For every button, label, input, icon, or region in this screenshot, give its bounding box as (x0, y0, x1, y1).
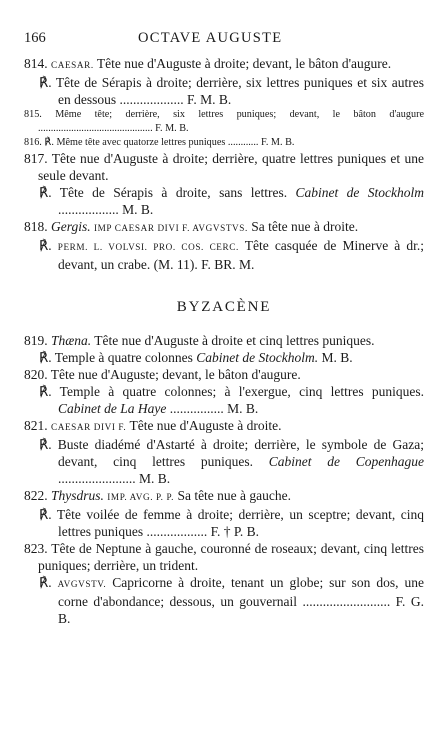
entry-number: 819. (24, 333, 48, 348)
cabinet-ref: Cabinet de La Haye (58, 401, 167, 416)
collection-ref: M. B. (139, 471, 171, 486)
collection-ref: M. B. (321, 350, 353, 365)
collection-ref: F. G. B. (58, 594, 424, 626)
legend: CAESAR. (51, 60, 94, 70)
entry-text: Tête voilée de femme à droite; derrière, un sceptre; devant, cinq lettres puniques (56, 507, 424, 539)
city-name: Thæna. (51, 333, 92, 348)
dot-leader: .......................... (302, 594, 391, 609)
dot-leader: ................ (169, 401, 224, 416)
entry-text: Tête nue d'Auguste à droite; derrière, quatre lettres puniques et une seule devant. (38, 151, 424, 183)
collection-ref: M. B. (122, 202, 154, 217)
entry-text: Temple à quatre colonnes; à l'exergue, cinq lettres puniques. (59, 384, 424, 399)
page-header (24, 30, 426, 50)
entry-822-reverse (24, 506, 424, 540)
collection-ref: M. B. (227, 401, 259, 416)
reverse-mark: ℟. (39, 437, 52, 452)
entry-number: 821. (24, 418, 48, 433)
entry-814 (24, 55, 424, 74)
section-title: BYZACÈNE (176, 299, 272, 315)
dot-leader: .................. (58, 202, 119, 217)
entry-text: Tête nue d'Auguste; devant, le bâton d'augure. (50, 367, 301, 382)
entry-820 (24, 366, 424, 383)
entry-text: Capricorne à droite, tenant un globe; sur son dos, une corne d'abondance; dessous, un gouvernail (58, 575, 424, 609)
reverse-mark: ℟. (39, 238, 52, 253)
entry-number: 822. (24, 488, 48, 503)
entry-text: Buste diadémé d'Astarté à droite; derrière, le symbole de Gaza; devant, cinq lettres puniques. (57, 437, 425, 469)
entry-text: Tête de Neptune à gauche, couronné de roseaux; devant, cinq lettres puniques; derrière, un trident. (38, 541, 425, 573)
entry-text: Tête de Sérapis à droite; derrière, six lettres puniques et six autres en dessous (55, 75, 424, 107)
entry-818-reverse (24, 237, 424, 273)
entry-815 (24, 108, 424, 136)
page-body (24, 55, 424, 627)
cabinet-ref: Cabinet de Stockholm. (196, 350, 319, 365)
dot-leader: ............ (227, 137, 259, 148)
entry-816 (24, 136, 424, 150)
entry-text: Tête nue d'Auguste à droite; devant, le bâton d'augure. (96, 56, 392, 71)
entry-819 (24, 332, 424, 349)
dot-leader: .................. (146, 524, 208, 539)
entry-number: 814. (24, 56, 48, 71)
entry-number: 815. (24, 109, 42, 120)
entry-823 (24, 540, 424, 574)
legend: IMP. AVG. P. P. (107, 492, 175, 502)
entry-819-reverse (24, 349, 424, 366)
entry-text: Tête nue d'Auguste à droite. (129, 418, 282, 433)
dot-leader: ................... (119, 92, 184, 107)
entry-821-reverse (24, 436, 424, 487)
page-number: 166 (24, 30, 46, 46)
collection-ref: F. BR. M. (201, 257, 255, 272)
entry-text: Sa tête nue à droite. (251, 219, 359, 234)
legend: CAESAR DIVI F. (51, 422, 127, 432)
city-name: Thysdrus. (51, 488, 104, 503)
reverse-mark: ℟. (39, 384, 52, 399)
entry-817 (24, 150, 424, 184)
reverse-mark: ℟. (39, 185, 52, 200)
dot-leader: ............................................. (38, 123, 153, 134)
collection-ref: F. † P. B. (210, 524, 260, 539)
entry-text: Sa tête nue à gauche. (177, 488, 292, 503)
entry-number: 817. (24, 151, 48, 166)
entry-number: 816. (24, 137, 42, 148)
legend: IMP CAESAR DIVI F. AVGVSTVS. (94, 223, 248, 233)
cabinet-ref: Cabinet de Stockholm (295, 185, 424, 200)
reverse-mark: ℟. (39, 507, 52, 522)
reverse-mark: ℟. (39, 75, 52, 90)
entry-814-reverse (24, 74, 424, 108)
entry-818 (24, 218, 424, 237)
reverse-mark: ℟. (44, 137, 54, 148)
entry-text: Tête nue d'Auguste à droite et cinq lettres puniques. (94, 333, 375, 348)
reverse-mark: ℟. (39, 350, 52, 365)
entry-822 (24, 487, 424, 506)
dot-leader: ....................... (58, 471, 136, 486)
legend: PERM. L. VOLVSI. PRO. COS. CERC. (57, 242, 239, 252)
entry-text: Temple à quatre colonnes (54, 350, 193, 365)
running-title: OCTAVE AUGUSTE (138, 30, 283, 46)
entry-823-reverse (24, 574, 424, 627)
cabinet-ref: Cabinet de Copenhague (268, 454, 424, 469)
city-name: Gergis. (51, 219, 91, 234)
legend: AVGVSTV. (57, 579, 107, 589)
entry-number: 823. (24, 541, 48, 556)
entry-817-reverse (24, 184, 424, 218)
entry-text: Même tête avec quatorze lettres puniques (56, 137, 226, 148)
entry-number: 818. (24, 219, 48, 234)
entry-821 (24, 417, 424, 436)
entry-820-reverse (24, 383, 424, 417)
entry-text: Tête casquée de Minerve à dr.; devant, un crabe. (M. 11). (58, 238, 425, 272)
collection-ref: F. M. B. (260, 137, 295, 148)
entry-text: Tête de Sérapis à droite, sans lettres. (59, 185, 288, 200)
collection-ref: F. M. B. (155, 123, 189, 134)
reverse-mark: ℟. (39, 575, 52, 590)
entry-number: 820. (24, 367, 48, 382)
collection-ref: F. M. B. (187, 92, 232, 107)
entry-text: Même tête; derrière, six lettres puniques; devant, le bâton d'augure (55, 109, 424, 120)
